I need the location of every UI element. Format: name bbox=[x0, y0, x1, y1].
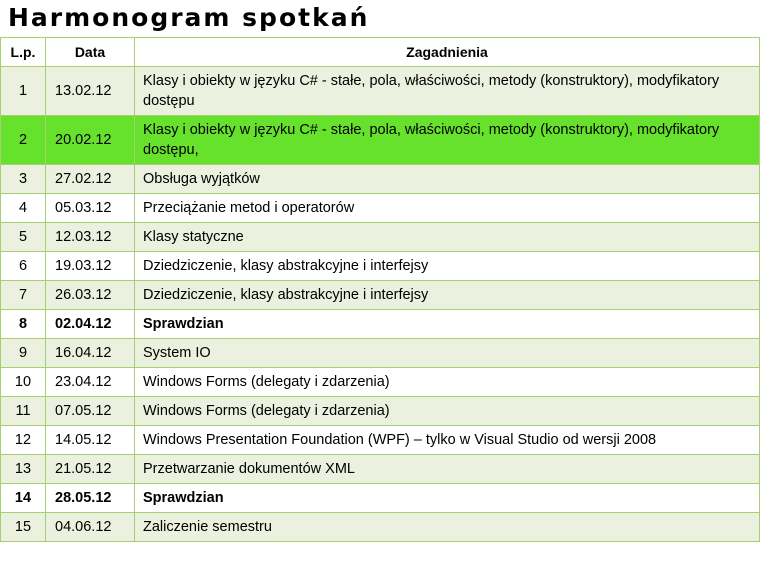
row-topic: Obsługa wyjątków bbox=[135, 165, 760, 194]
table-row bbox=[1, 67, 760, 116]
row-date: 02.04.12 bbox=[46, 310, 135, 339]
row-topic: Windows Presentation Foundation (WPF) – tylko w Visual Studio od wersji 2008 bbox=[135, 426, 760, 455]
table-row bbox=[1, 455, 760, 484]
row-date: 05.03.12 bbox=[46, 194, 135, 223]
row-number: 3 bbox=[1, 165, 46, 194]
row-date: 19.03.12 bbox=[46, 252, 135, 281]
row-date: 21.05.12 bbox=[46, 455, 135, 484]
row-number: 13 bbox=[1, 455, 46, 484]
table-row bbox=[1, 513, 760, 542]
table-row bbox=[1, 397, 760, 426]
row-date: 26.03.12 bbox=[46, 281, 135, 310]
row-number: 1 bbox=[1, 67, 46, 116]
table-row bbox=[1, 223, 760, 252]
row-topic: Sprawdzian bbox=[135, 310, 760, 339]
row-number: 12 bbox=[1, 426, 46, 455]
row-topic: System IO bbox=[135, 339, 760, 368]
row-date: 28.05.12 bbox=[46, 484, 135, 513]
row-number: 10 bbox=[1, 368, 46, 397]
row-date: 20.02.12 bbox=[46, 116, 135, 165]
row-topic: Windows Forms (delegaty i zdarzenia) bbox=[135, 397, 760, 426]
row-topic: Przeciążanie metod i operatorów bbox=[135, 194, 760, 223]
row-topic: Klasy statyczne bbox=[135, 223, 760, 252]
row-topic: Sprawdzian bbox=[135, 484, 760, 513]
table-row-test bbox=[1, 484, 760, 513]
row-number: 2 bbox=[1, 116, 46, 165]
row-date: 04.06.12 bbox=[46, 513, 135, 542]
row-number: 5 bbox=[1, 223, 46, 252]
row-topic: Windows Forms (delegaty i zdarzenia) bbox=[135, 368, 760, 397]
row-number: 6 bbox=[1, 252, 46, 281]
table-row bbox=[1, 194, 760, 223]
row-date: 23.04.12 bbox=[46, 368, 135, 397]
header-row bbox=[1, 38, 760, 67]
row-number: 7 bbox=[1, 281, 46, 310]
row-date: 16.04.12 bbox=[46, 339, 135, 368]
table-row bbox=[1, 368, 760, 397]
row-topic: Klasy i obiekty w języku C# - stałe, pola, właściwości, metody (konstruktory), modyfikatory dostępu bbox=[135, 67, 760, 116]
table-row bbox=[1, 426, 760, 455]
row-topic: Klasy i obiekty w języku C# - stałe, pola, właściwości, metody (konstruktory), modyfikatory dostępu, bbox=[135, 116, 760, 165]
column-header-topics: Zagadnienia bbox=[135, 38, 760, 67]
table-row-test bbox=[1, 310, 760, 339]
row-date: 14.05.12 bbox=[46, 426, 135, 455]
row-date: 27.02.12 bbox=[46, 165, 135, 194]
row-topic: Dziedziczenie, klasy abstrakcyjne i interfejsy bbox=[135, 252, 760, 281]
row-number: 11 bbox=[1, 397, 46, 426]
row-number: 8 bbox=[1, 310, 46, 339]
table-row-highlighted bbox=[1, 116, 760, 165]
table-row bbox=[1, 252, 760, 281]
row-date: 12.03.12 bbox=[46, 223, 135, 252]
schedule-table bbox=[0, 37, 760, 542]
row-number: 14 bbox=[1, 484, 46, 513]
table-row bbox=[1, 165, 760, 194]
row-topic: Dziedziczenie, klasy abstrakcyjne i interfejsy bbox=[135, 281, 760, 310]
row-topic: Przetwarzanie dokumentów XML bbox=[135, 455, 760, 484]
row-date: 07.05.12 bbox=[46, 397, 135, 426]
row-number: 4 bbox=[1, 194, 46, 223]
table-row bbox=[1, 281, 760, 310]
row-date: 13.02.12 bbox=[46, 67, 135, 116]
table-row bbox=[1, 339, 760, 368]
page-title: Harmonogram spotkań bbox=[8, 3, 370, 32]
column-header-lp: L.p. bbox=[1, 38, 46, 67]
row-number: 15 bbox=[1, 513, 46, 542]
row-number: 9 bbox=[1, 339, 46, 368]
column-header-date: Data bbox=[46, 38, 135, 67]
row-topic: Zaliczenie semestru bbox=[135, 513, 760, 542]
